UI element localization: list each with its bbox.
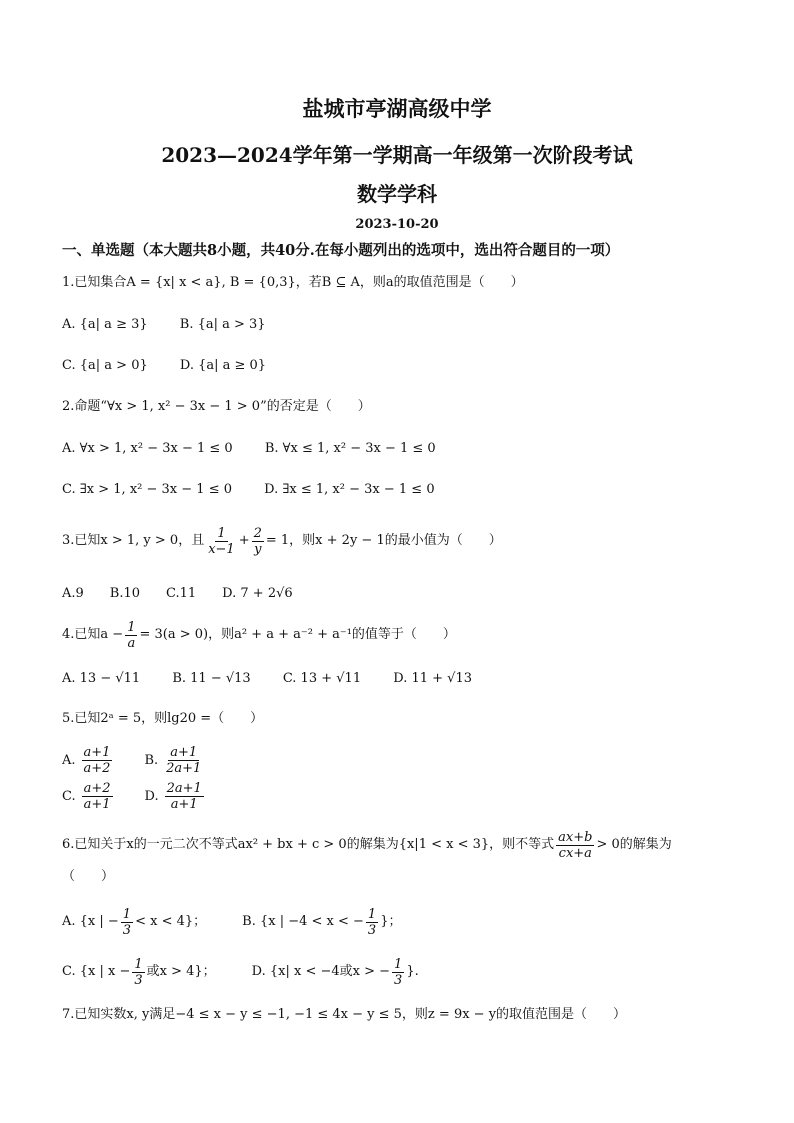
q3-fraction-1 — [206, 526, 237, 557]
q6-option-b — [242, 904, 401, 940]
q1-option-d: D. {a| a ≥ 0} — [179, 358, 267, 373]
q5-a-label: A. — [62, 752, 76, 768]
question-6-stem — [62, 828, 672, 862]
q2-option-b: B. ∀x ≤ 1, x² − 3x − 1 ≤ 0 — [264, 441, 436, 456]
q6-numerator: ax+b — [558, 829, 593, 845]
q4-option-d: D. 11 + √13 — [393, 671, 472, 686]
question-1-options-row-1 — [62, 316, 294, 334]
q2-option-c: C. ∃x > 1, x² − 3x − 1 ≤ 0 — [62, 482, 232, 497]
q6-c-denominator: 3 — [134, 972, 143, 988]
q6-d-fraction — [392, 957, 404, 988]
q6-option-c — [62, 954, 216, 990]
school-title: 盐城市亭湖高级中学 — [302, 96, 492, 121]
question-1-stem: 1.已知集合A = {x| x < a}, B = {0,3}，若B ⊆ A，则a的取值范围是（ ） — [62, 275, 524, 290]
exam-title: 2023—2024学年第一学期高一年级第一次阶段考试 — [161, 143, 633, 167]
q6-a-post: < x < 4}； — [135, 914, 207, 929]
q5-d-denominator: a+1 — [170, 796, 198, 812]
q6-a-pre: A. {x | − — [62, 914, 119, 929]
q5-options-row-1 — [62, 742, 236, 778]
question-2-options-row-2 — [62, 481, 463, 499]
q3-fraction-2 — [252, 526, 264, 557]
q5-d-label: D. — [144, 788, 159, 804]
q5-b-fraction — [164, 745, 203, 776]
q5-option-c — [62, 781, 115, 812]
question-3-stem — [62, 524, 502, 558]
q4-denominator: a — [127, 635, 136, 651]
q3-plus: + — [238, 533, 250, 548]
question-5-stem: 5.已知2ᵃ = 5，则lg20 =（ ） — [62, 711, 264, 726]
question-2-stem: 2.命题“∀x > 1, x² − 3x − 1 > 0”的否定是（ ） — [62, 399, 371, 414]
q5-b-numerator: a+1 — [170, 744, 198, 760]
question-2-options-row-1 — [62, 440, 464, 458]
q5-d-numerator: 2a+1 — [166, 780, 202, 796]
q1-option-a: A. {a| a ≥ 3} — [62, 317, 148, 332]
q5-c-label: C. — [62, 788, 76, 804]
q6-options-row-2 — [62, 954, 419, 990]
q5-b-label: B. — [144, 752, 159, 768]
question-5-options — [62, 742, 236, 814]
q3-stem-post: = 1，则x + 2y − 1的最小值为（ ） — [265, 533, 502, 548]
q4-fraction — [125, 620, 137, 651]
q6-b-pre: B. {x | −4 < x < − — [242, 914, 364, 929]
q6-a-fraction — [121, 907, 133, 938]
q6-options-row-1 — [62, 904, 401, 940]
q6-option-d — [252, 954, 419, 990]
q1-option-b: B. {a| a > 3} — [179, 317, 266, 332]
q3-f2-numerator: 2 — [253, 525, 262, 541]
q5-c-numerator: a+2 — [83, 780, 111, 796]
q5-option-a — [62, 745, 114, 776]
q6-d-numerator: 1 — [394, 956, 403, 972]
q6-c-pre: C. {x | x − — [62, 964, 131, 979]
q6-option-a — [62, 904, 206, 940]
q1-option-c: C. {a| a > 0} — [62, 358, 148, 373]
q6-b-post: }； — [380, 914, 402, 929]
exam-date: 2023-10-20 — [355, 217, 439, 232]
subject-title: 数学学科 — [357, 182, 437, 206]
q5-c-denominator: a+1 — [83, 796, 111, 812]
q4-stem-pre: 4.已知a − — [62, 627, 124, 642]
q6-b-numerator: 1 — [367, 906, 377, 922]
q5-a-numerator: a+1 — [83, 744, 111, 760]
q4-stem-post: = 3(a > 0)，则a² + a + a⁻² + a⁻¹的值等于（ ） — [139, 627, 456, 642]
q4-option-a: A. 13 − √11 — [62, 671, 141, 686]
q6-d-denominator: 3 — [394, 972, 403, 988]
q5-option-d — [145, 781, 206, 812]
q5-a-fraction — [82, 745, 113, 776]
q4-option-b: B. 11 − √13 — [172, 671, 251, 686]
question-4-stem — [62, 618, 456, 652]
q4-option-c: C. 13 + √11 — [282, 671, 362, 686]
q5-c-fraction — [82, 781, 113, 812]
q3-f2-denominator: y — [254, 541, 262, 557]
q6-denominator: cx+a — [558, 845, 592, 861]
question-1-options-row-2 — [62, 357, 294, 375]
q6-c-numerator: 1 — [134, 956, 143, 972]
q5-options-row-2 — [62, 778, 236, 814]
q6-c-post: 或x > 4}； — [146, 964, 216, 979]
q6-a-numerator: 1 — [122, 906, 132, 922]
q4-numerator: 1 — [127, 619, 136, 635]
q5-d-fraction — [165, 781, 204, 812]
q6-d-post: }. — [406, 964, 419, 979]
q6-b-fraction — [366, 907, 378, 938]
question-3-options: A.9 B.10 C.11 D. 7 + 2√6 — [62, 586, 293, 601]
q2-option-d: D. ∃x ≤ 1, x² − 3x − 1 ≤ 0 — [264, 482, 435, 497]
q5-option-b — [144, 745, 205, 776]
q3-f1-denominator: x−1 — [208, 541, 235, 557]
q5-a-denominator: a+2 — [83, 760, 111, 776]
q3-stem-pre: 3.已知x > 1, y > 0，且 — [62, 533, 205, 548]
q6-d-pre: D. {x| x < −4或x > − — [251, 964, 391, 979]
q6-answer-paren: （ ） — [62, 869, 115, 884]
question-7-stem: 7.已知实数x, y满足−4 ≤ x − y ≤ −1, −1 ≤ 4x − y ≤ 5，则z = 9x − y的取值范围是（ ） — [62, 1007, 627, 1022]
q3-f1-numerator: 1 — [217, 525, 226, 541]
q2-option-a: A. ∀x > 1, x² − 3x − 1 ≤ 0 — [62, 441, 233, 456]
section-heading: 一、单选题（本大题共8小题，共40分.在每小题列出的选项中，选出符合题目的一项） — [62, 242, 620, 259]
q6-stem-post: > 0的解集为 — [596, 837, 672, 852]
q6-b-denominator: 3 — [367, 922, 377, 938]
q6-stem-pre: 6.已知关于x的一元二次不等式ax² + bx + c > 0的解集为{x|1 < x < 3}，则不等式 — [62, 837, 555, 852]
question-4-options — [62, 670, 500, 688]
q5-b-denominator: 2a+1 — [166, 760, 202, 776]
q6-fraction — [556, 830, 594, 861]
q6-a-denominator: 3 — [122, 922, 132, 938]
q6-c-fraction — [132, 957, 144, 988]
